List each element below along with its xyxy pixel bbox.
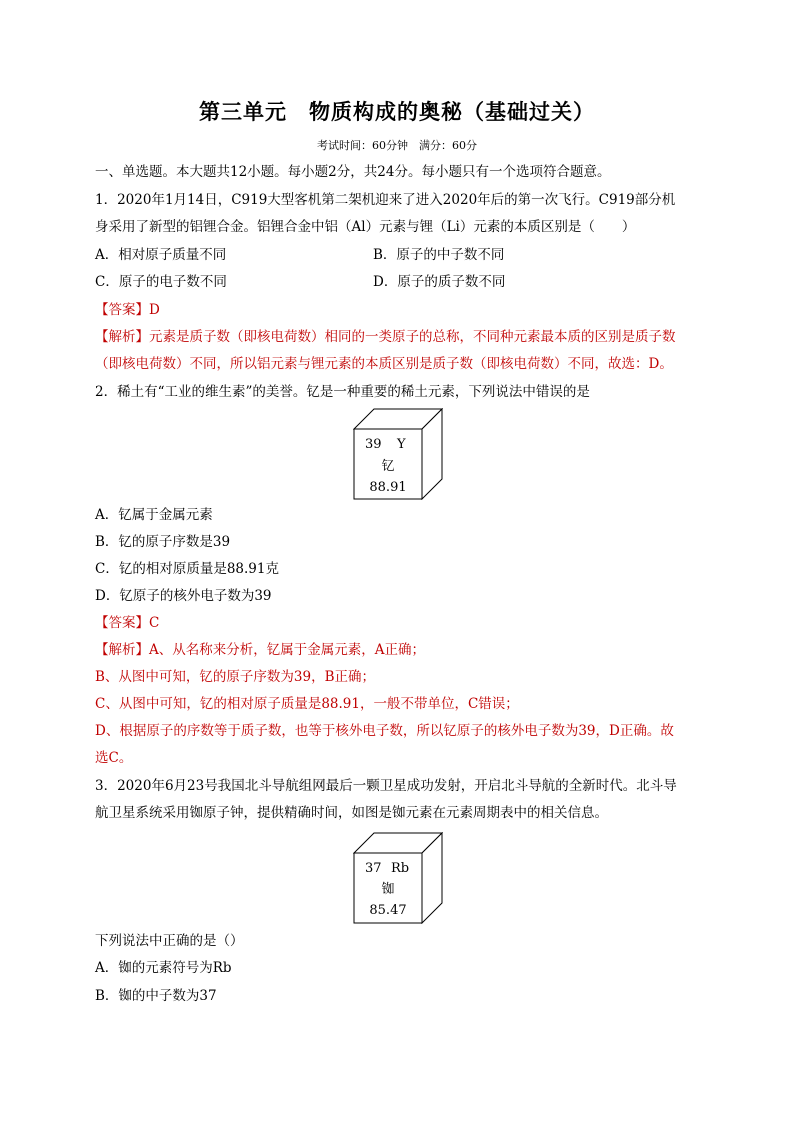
q1-option-d: D．原子的质子数不同	[373, 274, 506, 290]
q2-option-c: C．钇的相对原质量是88.91克	[95, 561, 279, 577]
q3-option-b: B．铷的中子数为37	[95, 988, 217, 1004]
q2-analysis-line2: B、从图中可知，钇的原子序数为39，B正确；	[95, 669, 376, 685]
element-card-graphic	[353, 408, 443, 500]
yttrium-element-card	[353, 408, 443, 500]
q2-analysis-line4: D、根据原子的序数等于质子数，也等于核外电子数，所以钇原子的核外电子数为39，D正确。故	[95, 723, 674, 739]
q3-stem-line2: 航卫星系统采用铷原子钟，提供精确时间，如图是铷元素在元素周期表中的相关信息。	[95, 805, 608, 821]
q2-analysis-line1: 【解析】A、从名称来分析，钇属于金属元素，A正确；	[95, 642, 425, 658]
q1-analysis-line2: （即核电荷数）不同，所以铝元素与锂元素的本质区别是质子数（即核电荷数）不同，故选：D。	[95, 356, 673, 372]
q3-prompt: 下列说法中正确的是（）	[95, 933, 244, 949]
q2-option-d: D．钇原子的核外电子数为39	[95, 588, 272, 604]
q1-stem-line2: 身采用了新型的铝锂合金。铝锂合金中铝（Al）元素与锂（Li）元素的本质区别是（ ）	[95, 219, 636, 235]
q1-option-a: A．相对原子质量不同	[95, 247, 227, 263]
element-name: 铷	[381, 882, 395, 897]
element-mass: 85.47	[369, 903, 407, 918]
q3-stem-line1: 3．2020年6月23号我国北斗导航组网最后一颗卫星成功发射，开启北斗导航的全新时代。北斗导	[95, 778, 677, 794]
q1-option-b: B．原子的中子数不同	[373, 247, 505, 263]
q2-stem: 2．稀土有“工业的维生素”的美誉。钇是一种重要的稀土元素，下列说法中错误的是	[95, 384, 590, 400]
q2-analysis-line5: 选C。	[95, 750, 133, 766]
q1-stem-line1: 1．2020年1月14日，C919大型客机第二架机迎来了进入2020年后的第一次飞行。C919部分机	[95, 192, 676, 208]
q1-option-c: C．原子的电子数不同	[95, 274, 227, 290]
section-heading: 一、单选题。本大题共12小题。每小题2分，共24分。每小题只有一个选项符合题意。	[95, 164, 611, 180]
q1-analysis-line1: 【解析】元素是质子数（即核电荷数）相同的一类原子的总称，不同种元素最本质的区别是质子数	[95, 329, 676, 345]
q1-answer: 【答案】D	[95, 302, 160, 318]
q2-answer: 【答案】C	[95, 615, 160, 631]
element-card-graphic	[353, 832, 443, 924]
q2-option-a: A．钇属于金属元素	[95, 507, 213, 523]
element-number: 39	[365, 437, 382, 452]
q3-option-a: A．铷的元素符号为Rb	[95, 960, 232, 976]
q2-analysis-line3: C、从图中可知，钇的相对原子质量是88.91，一般不带单位，C错误；	[95, 696, 519, 712]
exam-info: 考试时间：60分钟 满分：60分	[317, 139, 477, 152]
rubidium-element-card	[353, 832, 443, 924]
element-mass: 88.91	[369, 480, 407, 495]
element-name: 钇	[381, 459, 395, 474]
q2-option-b: B．钇的原子序数是39	[95, 534, 231, 550]
element-number: 37	[365, 861, 382, 876]
element-symbol: Rb	[391, 861, 410, 876]
element-symbol: Y	[397, 437, 406, 452]
page-title: 第三单元 物质构成的奥秘（基础过关）	[199, 100, 595, 124]
